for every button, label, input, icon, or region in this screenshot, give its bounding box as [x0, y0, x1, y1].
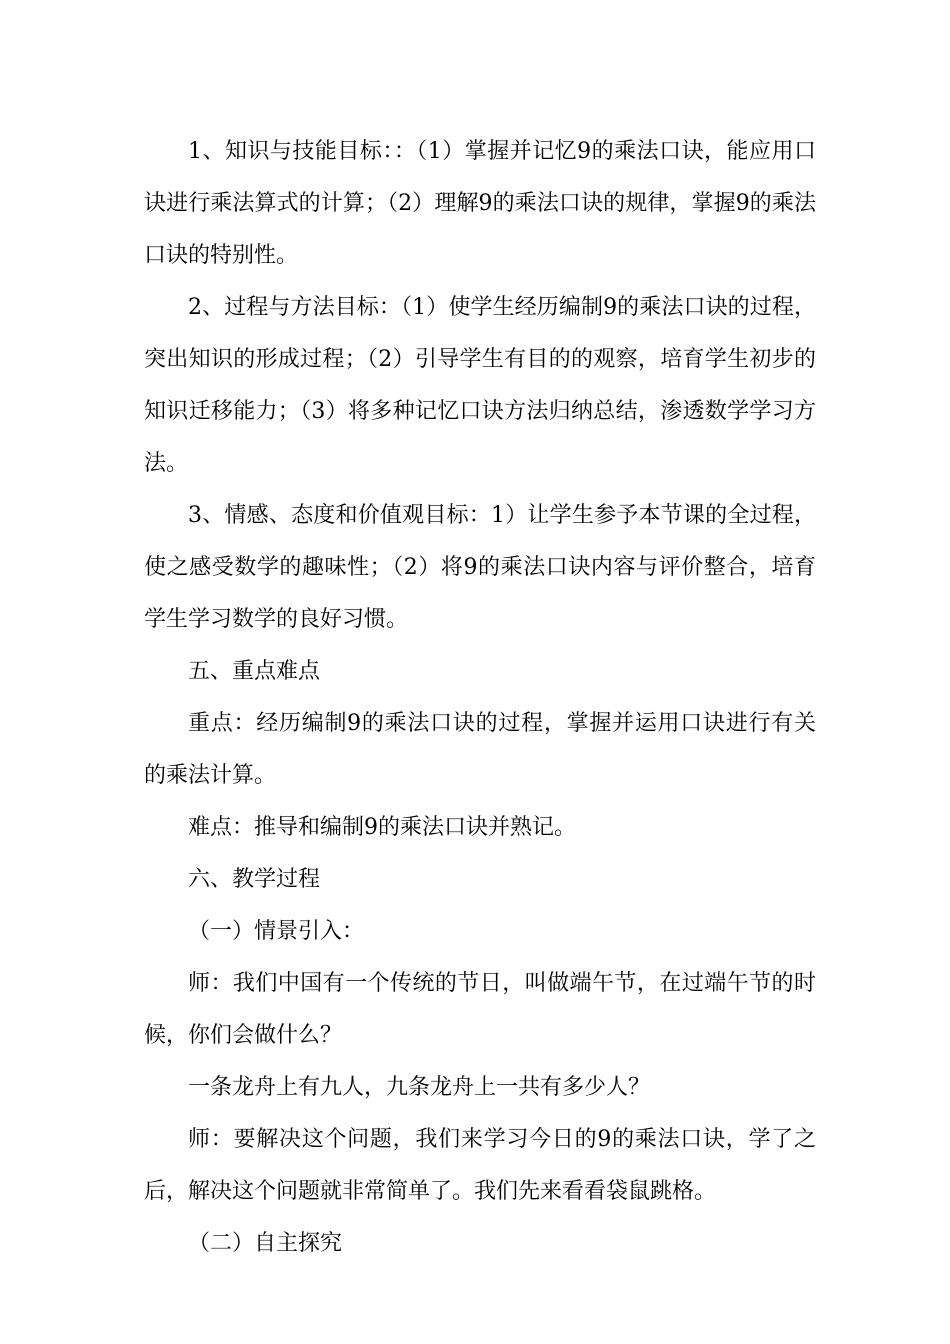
objective-emotion-attitude: 3、情感、态度和价值观目标：1）让学生参予本节课的全过程，使之感受数学的趣味性；（2）将9的乘法口诀内容与评价整合，培育学生学习数学的良好习惯。	[144, 503, 816, 632]
subsection-heading-scenario: （一）情景引入：	[188, 919, 365, 944]
key-point-paragraph: 重点：经历编制9的乘法口诀的过程，掌握并运用口诀进行有关的乘法计算。	[144, 711, 816, 788]
section-heading-teaching-process: 六、教学过程	[188, 867, 321, 892]
section-heading-key-points: 五、重点难点	[188, 659, 321, 684]
difficult-point-paragraph: 难点：推导和编制9的乘法口诀并熟记。	[188, 815, 576, 840]
dragon-boat-question: 一条龙舟上有九人，九条龙舟上一共有多少人？	[188, 1075, 651, 1100]
objective-knowledge-skills: 1、知识与技能目标：：（1）掌握并记忆9的乘法口诀，能应用口诀进行乘法算式的计算；（2）理解9的乘法口诀的规律，掌握9的乘法口诀的特别性。	[144, 139, 816, 268]
teacher-explanation-paragraph: 师：要解决这个问题，我们来学习今日的9的乘法口诀，学了之后，解决这个问题就非常简单了。我们先来看看袋鼠跳格。	[144, 1127, 816, 1204]
teacher-question-paragraph: 师：我们中国有一个传统的节日，叫做端午节，在过端午节的时候，你们会做什么？	[144, 971, 816, 1048]
subsection-heading-exploration: （二）自主探究	[188, 1231, 343, 1256]
document-body	[144, 126, 816, 1270]
objective-process-methods: 2、过程与方法目标：（1）使学生经历编制9的乘法口诀的过程，突出知识的形成过程；（2）引导学生有目的的观察，培育学生初步的知识迁移能力；（3）将多种记忆口诀方法归纳总结，渗透数学学习方法。	[144, 295, 816, 476]
